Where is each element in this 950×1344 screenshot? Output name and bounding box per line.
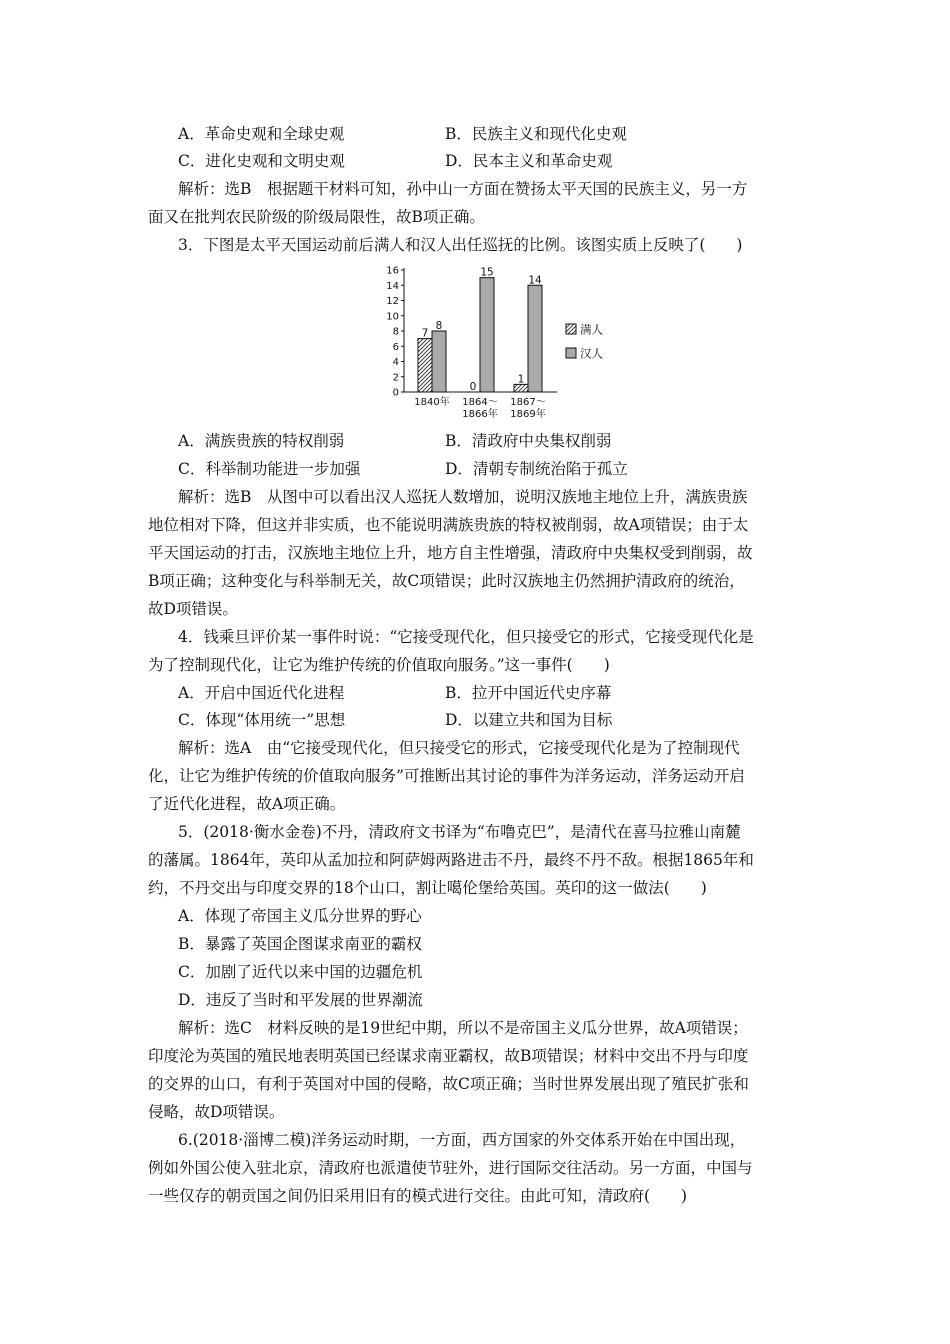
q3-option-d: D．清朝专制统治陷于孤立	[445, 460, 628, 478]
legend-swatch	[566, 324, 576, 334]
y-tick-label: 14	[386, 280, 399, 292]
y-tick-label: 6	[392, 341, 399, 353]
han-bar	[432, 331, 446, 392]
bar-value-label: 1	[517, 373, 525, 386]
bar-value-label: 0	[469, 381, 477, 393]
q5-stem-line-2: 的藩属。1864年，英印从孟加拉和阿萨姆两路进击不丹，最终不丹不敌。根据1865年和	[148, 851, 754, 869]
x-tick-label: 1869年	[510, 409, 546, 420]
x-tick-label: 1840年	[414, 397, 450, 408]
legend-label: 汉人	[580, 346, 603, 361]
y-tick-label: 16	[386, 265, 399, 277]
q5-option-d: D．违反了当时和平发展的世界潮流	[178, 991, 423, 1009]
q5-analysis-line-4: 侵略，故D项错误。	[148, 1103, 285, 1121]
q6-stem-line-1: 6.(2018·淄博二模)洋务运动时期，一方面，西方国家的外交体系开始在中国出现，	[178, 1131, 746, 1149]
q3-option-a: A．满族贵族的特权削弱	[178, 432, 345, 450]
q2-option-b: B．民族主义和现代化史观	[445, 125, 627, 143]
q4-option-a: A．开启中国近代化进程	[178, 684, 345, 702]
y-tick-label: 8	[392, 326, 399, 338]
q2-analysis-line-1: 解析：选B 根据题干材料可知，孙中山一方面在赞扬太平天国的民族主义，另一方	[178, 180, 748, 198]
q4-option-d: D．以建立共和国为目标	[445, 711, 613, 729]
y-tick-label: 0	[392, 387, 399, 399]
legend-swatch	[566, 348, 576, 358]
q4-analysis-line-3: 了近代化进程，故A项正确。	[148, 795, 346, 813]
q4-stem-line-1: 4．钱乘旦评价某一事件时说：“它接受现代化，但只接受它的形式，它接受现代化是	[178, 628, 754, 646]
q5-option-b: B．暴露了英国企图谋求南亚的霸权	[178, 935, 422, 953]
q3-option-b: B．清政府中央集权削弱	[445, 432, 612, 450]
q2-option-a: A．革命史观和全球史观	[178, 125, 345, 143]
legend-label: 满人	[580, 322, 603, 337]
bar-value-label: 15	[480, 266, 494, 279]
q3-analysis-line-1: 解析：选B 从图中可以看出汉人巡抚人数增加，说明汉族地主地位上升，满族贵族	[178, 488, 748, 506]
q4-option-c: C．体现“体用统一”思想	[178, 711, 346, 729]
han-bar	[480, 278, 494, 392]
x-tick-label: 1866年	[462, 409, 498, 420]
y-tick-label: 4	[392, 357, 399, 368]
han-bar	[528, 285, 542, 392]
q3-analysis-line-4: B项正确；这种变化与科举制无关，故C项错误；此时汉族地主仍然拥护清政府的统治，	[148, 572, 745, 590]
manchu-han-governor-chart	[372, 262, 622, 432]
manchu-bar	[514, 384, 528, 392]
q3-analysis-line-2: 地位相对下降，但这并非实质，也不能说明满族贵族的特权被削弱，故A项错误；由于太	[148, 516, 749, 534]
y-tick-label: 10	[386, 311, 399, 323]
q4-stem-line-2: 为了控制现代化，让它为维护传统的价值取向服务。”这一事件( )	[148, 656, 610, 674]
q2-option-d: D．民本主义和革命史观	[445, 152, 613, 170]
q5-analysis-line-3: 的交界的山口，有利于英国对中国的侵略，故C项正确；当时世界发展出现了殖民扩张和	[148, 1075, 749, 1093]
x-tick-label: 1867～	[510, 397, 546, 408]
y-tick-label: 2	[392, 372, 399, 384]
q4-analysis-line-1: 解析：选A 由“它接受现代化，但只接受它的形式，它接受现代化是为了控制现代	[178, 739, 740, 757]
q5-analysis-line-1: 解析：选C 材料反映的是19世纪中期，所以不是帝国主义瓜分世界，故A项错误；	[178, 1019, 748, 1037]
bar-value-label: 7	[421, 327, 429, 340]
q4-option-b: B．拉开中国近代史序幕	[445, 684, 612, 702]
manchu-bar	[418, 339, 432, 392]
chart-legend	[566, 323, 603, 361]
q5-analysis-line-2: 印度沦为英国的殖民地表明英国已经谋求南亚霸权，故B项错误；材料中交出不丹与印度	[148, 1047, 749, 1065]
q5-option-c: C．加剧了近代以来中国的边疆危机	[178, 963, 423, 981]
q2-analysis-line-2: 面又在批判农民阶级的阶级局限性，故B项正确。	[148, 208, 485, 226]
bar-value-label: 8	[435, 320, 443, 332]
bar-value-label: 14	[528, 274, 542, 287]
q3-analysis-line-5: 故D项错误。	[148, 600, 238, 618]
q2-option-c: C．进化史观和文明史观	[178, 152, 345, 170]
q3-option-c: C．科举制功能进一步加强	[178, 460, 361, 478]
q6-stem-line-3: 一些仅存的朝贡国之间仍旧采用旧有的模式进行交往。由此可知，清政府( )	[148, 1187, 688, 1205]
q4-analysis-line-2: 化，让它为维护传统的价值取向服务”可推断出其讨论的事件为洋务运动，洋务运动开启	[148, 767, 745, 785]
y-tick-label: 12	[386, 296, 399, 307]
q5-stem-line-1: 5．(2018·衡水金卷)不丹，清政府文书译为“布噜克巴”，是清代在喜马拉雅山南麓	[178, 823, 741, 841]
q5-stem-line-3: 约，不丹交出与印度交界的18个山口，割让噶伦堡给英国。英印的这一做法( )	[148, 879, 707, 897]
q3-analysis-line-3: 平天国运动的打击，汉族地主地位上升，地方自主性增强，清政府中央集权受到削弱，故	[148, 544, 753, 562]
x-axis-labels	[414, 395, 545, 420]
q3-stem: 3．下图是太平天国运动前后满人和汉人出任巡抚的比例。该图实质上反映了( )	[178, 236, 743, 254]
x-tick-label: 1864～	[462, 397, 498, 408]
chart-bars	[418, 267, 542, 393]
q6-stem-line-2: 例如外国公使入驻北京，清政府也派遣使节驻外，进行国际交往活动。另一方面，中国与	[148, 1159, 753, 1177]
q5-option-a: A．体现了帝国主义瓜分世界的野心	[178, 907, 422, 925]
